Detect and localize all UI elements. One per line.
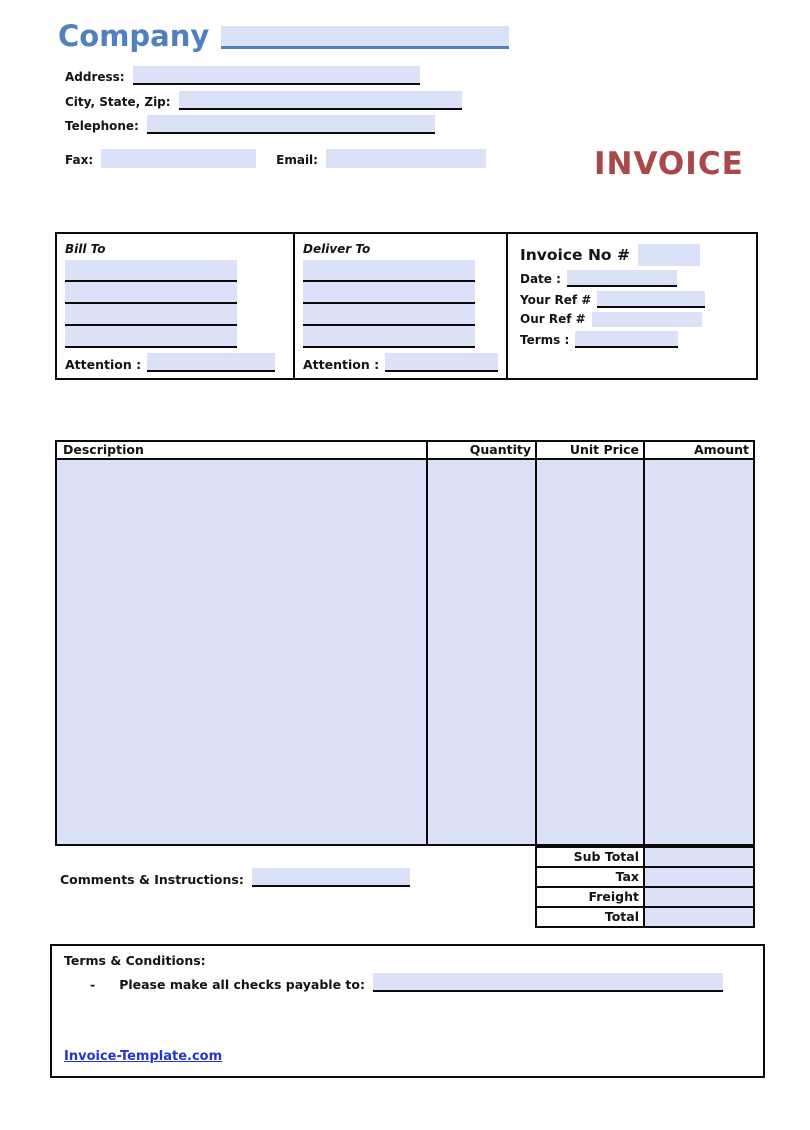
city-state-zip-label: City, State, Zip:: [65, 95, 171, 109]
date-field[interactable]: [567, 270, 677, 287]
invoice-title: INVOICE: [594, 146, 744, 182]
bill-to-label: Bill To: [65, 242, 106, 256]
payable-to-row: [90, 973, 723, 992]
parties-section: [55, 232, 758, 380]
unit-price-cell[interactable]: [535, 460, 643, 844]
terms-conditions-box: [50, 944, 765, 1078]
telephone-label: Telephone:: [65, 119, 139, 133]
total-value-cell[interactable]: [643, 908, 753, 926]
total-label: Total: [537, 908, 643, 926]
email-field[interactable]: [326, 149, 486, 168]
terms-field[interactable]: [575, 331, 678, 348]
your-ref-field[interactable]: [597, 291, 705, 308]
deliver-to-attention-label: Attention :: [303, 357, 380, 372]
telephone-field[interactable]: [147, 115, 435, 134]
our-ref-label: Our Ref #: [520, 312, 586, 326]
column-header-unit-price: Unit Price: [535, 442, 643, 458]
column-header-description: Description: [63, 442, 144, 457]
deliver-to-line-3[interactable]: [303, 304, 475, 326]
deliver-to-attention-field[interactable]: [385, 353, 498, 372]
tax-label: Tax: [537, 868, 643, 886]
subtotal-value-cell[interactable]: [643, 848, 753, 866]
bill-to-line-2[interactable]: [65, 282, 237, 304]
company-header: [58, 20, 509, 52]
quantity-cell[interactable]: [426, 460, 535, 844]
total-row: [535, 906, 755, 928]
bill-to-line-1[interactable]: [65, 260, 237, 282]
deliver-to-line-4[interactable]: [303, 326, 475, 348]
your-ref-row: [520, 291, 746, 308]
invoice-info-box: [508, 234, 756, 378]
our-ref-row: [520, 312, 746, 327]
address-label: Address:: [65, 70, 125, 84]
terms-label: Terms :: [520, 333, 570, 347]
tax-row: [535, 866, 755, 888]
invoice-no-label: Invoice No #: [520, 246, 630, 264]
items-table-header: [55, 440, 755, 460]
your-ref-label: Your Ref #: [520, 293, 592, 307]
bill-to-line-4[interactable]: [65, 326, 237, 348]
fax-field[interactable]: [101, 149, 256, 168]
bill-to-attention-label: Attention :: [65, 357, 142, 372]
comments-row: [60, 868, 410, 887]
comments-label: Comments & Instructions:: [60, 872, 244, 887]
items-table: [55, 440, 755, 846]
description-cell[interactable]: [57, 460, 426, 844]
terms-row: [520, 331, 746, 348]
bill-to-attention-row: [65, 353, 285, 372]
invoice-template-link[interactable]: Invoice-Template.com: [64, 1049, 223, 1064]
deliver-to-line-2[interactable]: [303, 282, 475, 304]
deliver-to-attention-row: [303, 353, 498, 372]
deliver-to-box: [295, 234, 508, 378]
city-state-zip-row: [65, 91, 462, 110]
items-table-body: [55, 460, 755, 846]
company-title: Company: [58, 19, 210, 53]
amount-cell[interactable]: [643, 460, 753, 844]
address-row: [65, 66, 420, 85]
telephone-row: [65, 115, 435, 134]
fax-label: Fax:: [65, 153, 94, 167]
freight-value-cell[interactable]: [643, 888, 753, 906]
totals-section: [535, 846, 755, 928]
bill-to-box: [57, 234, 295, 378]
freight-label: Freight: [537, 888, 643, 906]
freight-row: [535, 886, 755, 908]
city-state-zip-field[interactable]: [179, 91, 462, 110]
subtotal-row: [535, 846, 755, 868]
deliver-to-label: Deliver To: [303, 242, 371, 256]
comments-field[interactable]: [252, 868, 410, 887]
invoice-no-row: [520, 244, 746, 266]
payable-to-label: Please make all checks payable to:: [119, 977, 365, 992]
bullet-dash: -: [90, 977, 96, 992]
terms-conditions-title: Terms & Conditions:: [64, 953, 206, 968]
company-name-field[interactable]: [221, 26, 509, 49]
bill-to-attention-field[interactable]: [147, 353, 275, 372]
our-ref-field[interactable]: [592, 312, 702, 327]
date-label: Date :: [520, 272, 561, 286]
payable-to-field[interactable]: [373, 973, 723, 992]
email-label: Email:: [276, 153, 318, 167]
date-row: [520, 270, 746, 287]
tax-value-cell[interactable]: [643, 868, 753, 886]
fax-email-row: [65, 149, 486, 168]
column-header-quantity: Quantity: [426, 442, 535, 458]
invoice-no-field[interactable]: [638, 244, 700, 266]
address-field[interactable]: [133, 66, 420, 85]
bill-to-line-3[interactable]: [65, 304, 237, 326]
subtotal-label: Sub Total: [537, 848, 643, 866]
deliver-to-line-1[interactable]: [303, 260, 475, 282]
column-header-amount: Amount: [643, 442, 753, 458]
